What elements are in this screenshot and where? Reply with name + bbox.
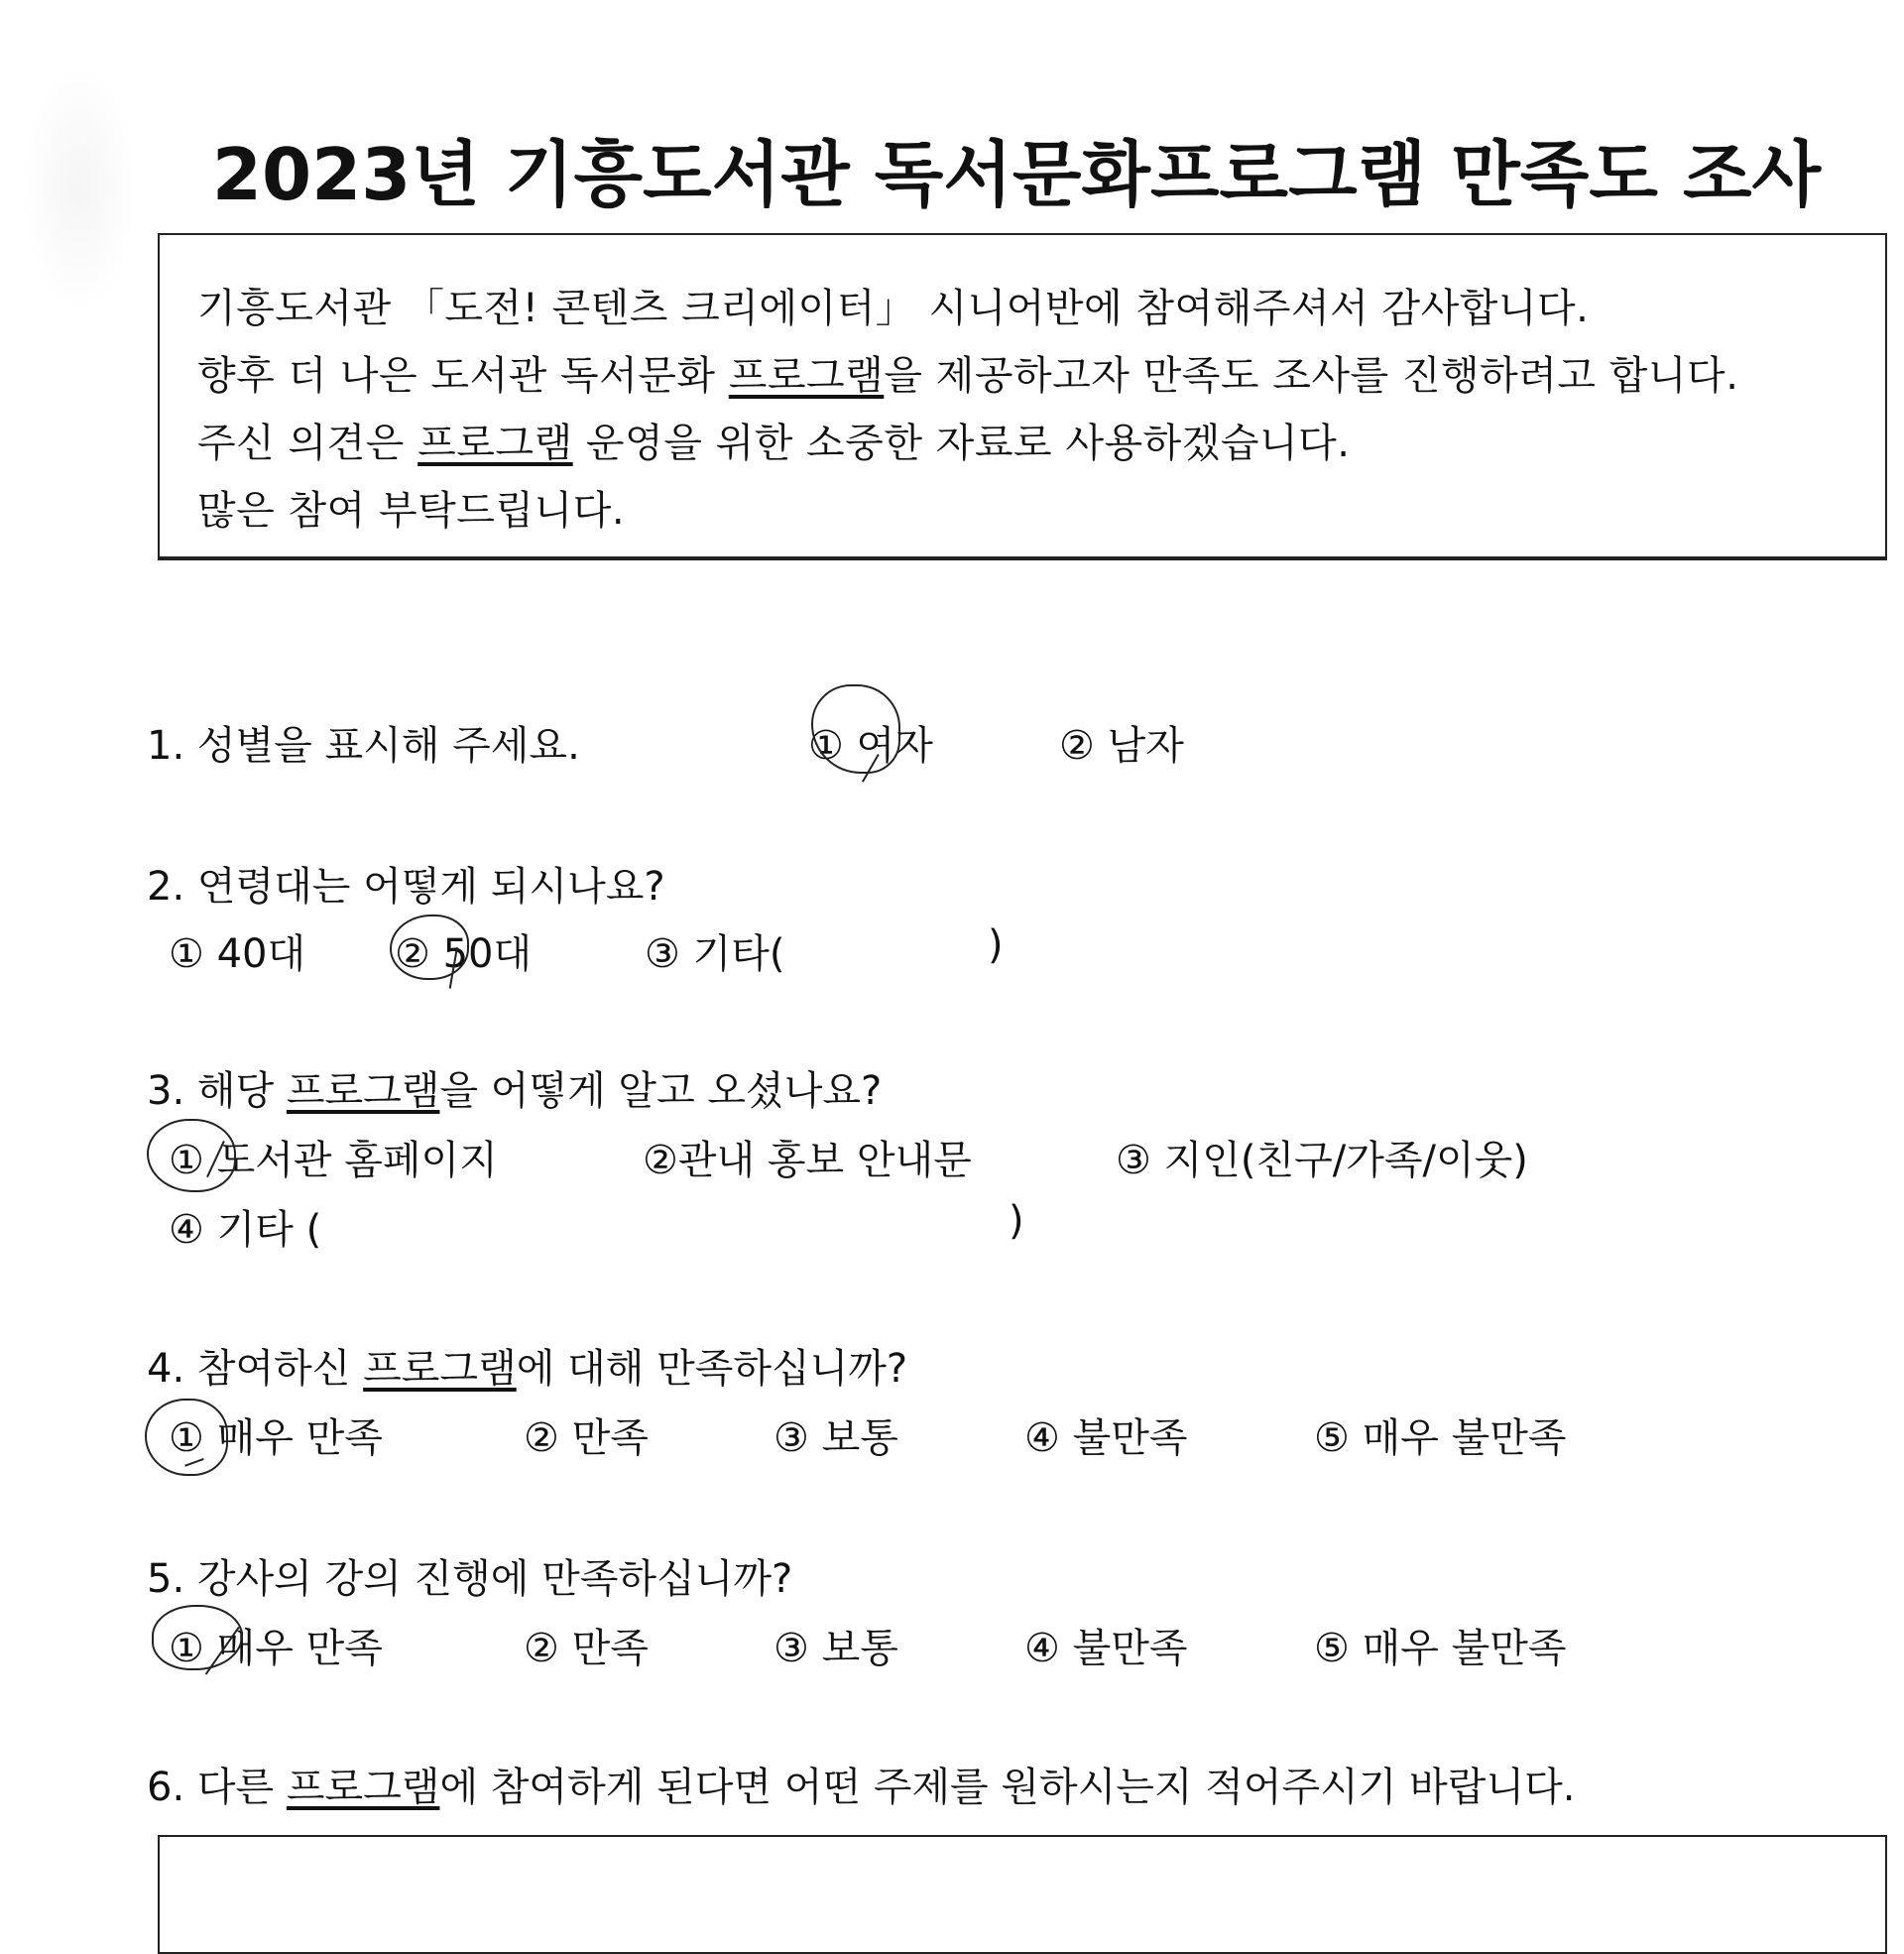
q5-option-very-dissatisfied[interactable]: ⑤ 매우 불만족 [1314, 1626, 1567, 1671]
q3-option-acquaintance[interactable]: ③ 지인(친구/가족/이웃) [1116, 1138, 1528, 1183]
q5-option-dissatisfied[interactable]: ④ 불만족 [1024, 1626, 1188, 1671]
q3-option-other-close: ) [1009, 1198, 1024, 1244]
q6-question-pre: 6. 다른 [147, 1765, 287, 1810]
intro-line-3-pre: 주신 의견은 [197, 421, 418, 466]
intro-line-3-post: 운영을 위한 소중한 자료로 사용하겠습니다. [572, 421, 1351, 466]
q4-question-pre: 4. 참여하신 [147, 1346, 364, 1392]
q5-option-neutral[interactable]: ③ 보통 [774, 1626, 898, 1671]
question-4 [147, 1337, 907, 1394]
title-area [0, 0, 1904, 238]
q3-option-homepage[interactable]: ① 도서관 홈페이지 [169, 1138, 498, 1183]
q4-question-post: 에 대해 만족하십니까? [516, 1346, 908, 1392]
q4-option-very-satisfied[interactable]: ① 매우 만족 [169, 1415, 383, 1461]
q3-handwritten-circle [147, 1119, 236, 1192]
question-3 [147, 1059, 882, 1116]
intro-line-3 [197, 412, 1351, 468]
intro-line-2-post: 을 제공하고자 만족도 조사를 진행하려고 합니다. [884, 353, 1739, 399]
intro-box [158, 233, 1887, 560]
q6-question-underlined: 프로그램 [286, 1765, 440, 1810]
q2-option-other-close: ) [988, 922, 1004, 968]
q6-question-post: 에 참여하게 된다면 어떤 주제를 원하시는지 적어주시기 바랍니다. [439, 1765, 1576, 1810]
q6-answer-box[interactable] [158, 1835, 1887, 1954]
q4-option-very-dissatisfied[interactable]: ⑤ 매우 불만족 [1314, 1415, 1567, 1461]
q1-option-female[interactable]: ① 여자 [808, 723, 933, 769]
q2-option-40s[interactable]: ① 40대 [169, 931, 306, 977]
q3-question-underlined: 프로그램 [286, 1068, 440, 1114]
q3-option-other[interactable]: ④ 기타 ( [169, 1207, 322, 1253]
intro-line-2-underlined: 프로그램 [728, 353, 885, 399]
q5-option-very-satisfied[interactable]: ① 매우 만족 [169, 1626, 383, 1671]
intro-line-2-pre: 향후 더 나은 도서관 독서문화 [197, 353, 729, 399]
page-title: 2023년 기흥도서관 독서문화프로그램 만족도 조사 [211, 133, 1822, 216]
q4-question-underlined: 프로그램 [363, 1346, 517, 1392]
q3-question-pre: 3. 해당 [147, 1068, 287, 1114]
intro-line-4: 많은 참여 부탁드립니다. [197, 488, 626, 534]
q2-option-other[interactable]: ③ 기타( [645, 931, 785, 977]
question-5: 5. 강사의 강의 진행에 만족하십니까? [147, 1556, 793, 1602]
intro-line-2 [197, 344, 1738, 401]
q2-option-50s[interactable]: ② 50대 [395, 931, 533, 977]
intro-line-3-underlined: 프로그램 [417, 421, 573, 466]
q1-option-male[interactable]: ② 남자 [1059, 723, 1184, 769]
intro-line-1: 기흥도서관 「도전! 콘텐츠 크리에이터」 시니어반에 참여해주셔서 감사합니다. [197, 286, 1590, 331]
q5-option-satisfied[interactable]: ② 만족 [524, 1626, 649, 1671]
q4-option-satisfied[interactable]: ② 만족 [524, 1415, 649, 1461]
q4-option-neutral[interactable]: ③ 보통 [774, 1415, 898, 1461]
question-2: 2. 연령대는 어떻게 되시나요? [147, 864, 665, 910]
q3-option-notice[interactable]: ②관내 홍보 안내문 [643, 1138, 972, 1183]
question-6 [147, 1756, 1575, 1812]
question-1: 1. 성별을 표시해 주세요. [147, 723, 580, 769]
q4-option-dissatisfied[interactable]: ④ 불만족 [1024, 1415, 1188, 1461]
q3-question-post: 을 어떻게 알고 오셨나요? [439, 1068, 883, 1114]
